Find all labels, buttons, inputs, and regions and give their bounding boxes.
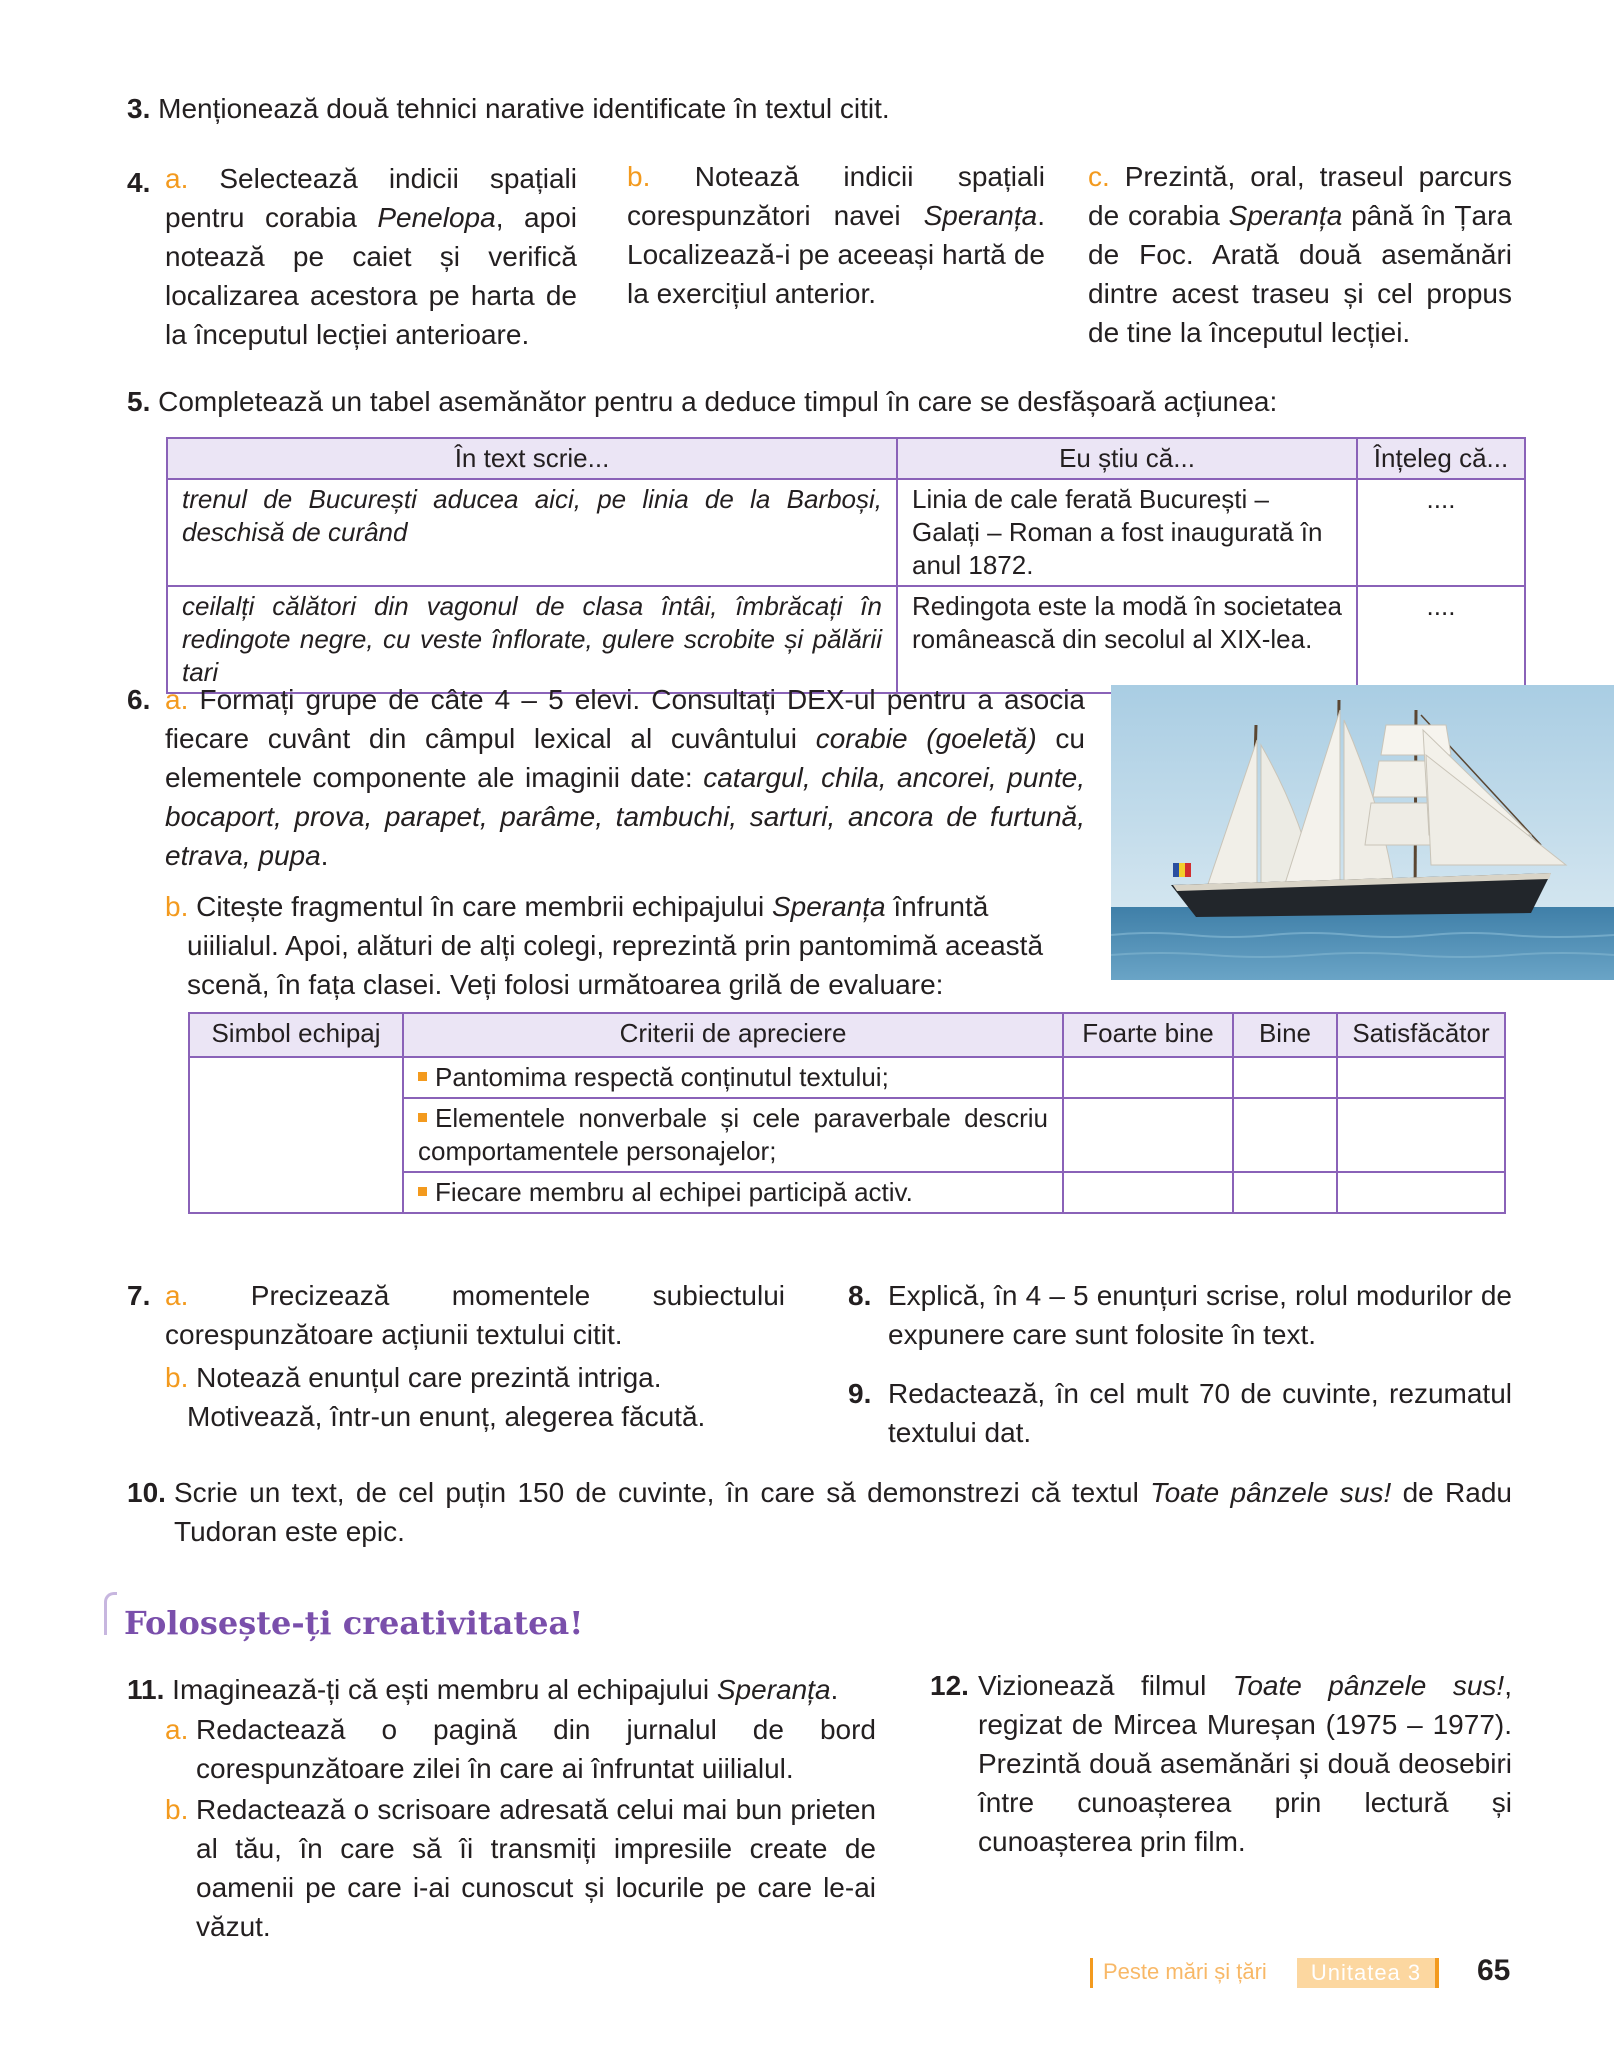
column-header: Bine bbox=[1233, 1013, 1337, 1057]
exercise-11a: Redactează o pagină din jurnalul de bord corespunzătoare zilei în care ai înfruntat uiilialul. bbox=[196, 1714, 876, 1784]
exercise-11: 11. Imaginează-ți că ești membru al echipajului Speranța. bbox=[127, 1674, 839, 1705]
item-letter: b. bbox=[165, 1362, 189, 1393]
item-letter: a. bbox=[165, 1280, 189, 1311]
criteria-item: Fiecare membru al echipei participă activ. bbox=[403, 1172, 1063, 1213]
table-cell bbox=[1063, 1098, 1233, 1172]
table-cell: Linia de cale ferată București – Galați – Roman a fost inaugurată în anul 1872. bbox=[897, 479, 1357, 586]
exercise-5 bbox=[127, 382, 1527, 421]
column-header: În text scrie... bbox=[167, 438, 897, 479]
exercise-4b: b. Notează indicii spațiali corespunzători navei Speranța. Localizează-i pe aceeași hartă de la exercițiul anterior. bbox=[627, 161, 1045, 309]
criteria-item: Elementele nonverbale și cele paraverbale descriu comportamentele personajelor; bbox=[403, 1098, 1063, 1172]
exercise-6a: a. Formați grupe de câte 4 – 5 elevi. Consultați DEX-ul pentru a asocia fiecare cuvânt din câmpul lexical al cuvântului corabie (goeletă) cu elementele componente ale imaginii date: catargul, chila, ancorei, punte, bocaport, prova, parapet, parâme, tambuchi, sarturi, ancora de furtună, etrava, pupa. bbox=[165, 684, 1085, 871]
exercise-text: Completează un tabel asemănător pentru a deduce timpul în care se desfășoară acțiunea: bbox=[158, 386, 1278, 417]
sailing-ship-image bbox=[1111, 685, 1614, 980]
column-header: Satisfăcător bbox=[1337, 1013, 1505, 1057]
table-cell bbox=[1233, 1172, 1337, 1213]
item-letter: a. bbox=[165, 163, 189, 194]
exercise-8: Explică, în 4 – 5 enunțuri scrise, rolul modurilor de expunere care sunt folosite în text. bbox=[888, 1280, 1512, 1350]
exercise-number: 11. bbox=[127, 1674, 165, 1705]
exercise-7a: a. Precizează momentele subiectului corespunzătoare acțiunii textului citit. bbox=[165, 1280, 785, 1350]
table-cell: .... bbox=[1357, 586, 1525, 693]
exercise-7b: b. Notează enunțul care prezintă intriga. Motivează, într-un enunț, alegerea făcută. bbox=[165, 1362, 706, 1432]
exercise-number: 5. bbox=[127, 386, 151, 417]
table-cell bbox=[1233, 1057, 1337, 1098]
table-cell: .... bbox=[1357, 479, 1525, 586]
footer-title: Peste mări și țări bbox=[1103, 1959, 1267, 1984]
unit-badge: Unitatea 3 bbox=[1297, 1958, 1435, 1988]
exercise-6b: b. Citește fragmentul în care membrii echipajului Speranța înfruntă uiilialul. Apoi, alături de alți colegi, reprezintă prin pantomimă această scenă, în fața clasei. Veți folosi următoarea grilă de evaluare: bbox=[165, 891, 1044, 1000]
exercise-3 bbox=[127, 89, 1527, 128]
column-header: Foarte bine bbox=[1063, 1013, 1233, 1057]
exercise-number: 10. bbox=[127, 1477, 166, 1508]
exercise-number: 12. bbox=[930, 1670, 969, 1701]
item-letter: b. bbox=[165, 891, 189, 922]
exercise-number: 7. bbox=[127, 1280, 151, 1311]
table-row bbox=[167, 479, 1525, 586]
item-letter: b. bbox=[627, 161, 651, 192]
table-cell: trenul de București aducea aici, pe linia de la Barboși, deschisă de curând bbox=[167, 479, 897, 586]
exercise-number: 6. bbox=[127, 684, 151, 715]
exercise-4a: a. Selectează indicii spațiali pentru corabia Penelopa, apoi notează pe caiet și verifică localizarea acestora pe harta de la începutul lecției anterioare. bbox=[165, 163, 577, 350]
exercise-number: 8. bbox=[848, 1280, 872, 1311]
table-row bbox=[167, 586, 1525, 693]
exercise-number: 4. bbox=[127, 167, 151, 198]
table-cell: ceilalți călători din vagonul de clasa întâi, îmbrăcați în redingote negre, cu veste înflorate, gulere scrobite și pălării tari bbox=[167, 586, 897, 693]
page-number: 65 bbox=[1477, 1954, 1511, 1987]
column-header: Eu știu că... bbox=[897, 438, 1357, 479]
column-header: Simbol echipaj bbox=[189, 1013, 403, 1057]
table-row bbox=[189, 1057, 1505, 1098]
table-cell bbox=[1337, 1057, 1505, 1098]
item-letter: c. bbox=[1088, 161, 1110, 192]
evaluation-grid bbox=[188, 1012, 1506, 1214]
table-cell bbox=[1233, 1098, 1337, 1172]
section-heading: Folosește-ți creativitatea! bbox=[124, 1604, 584, 1642]
table-cell bbox=[1063, 1057, 1233, 1098]
table-cell bbox=[189, 1057, 403, 1213]
bullet-icon bbox=[418, 1113, 427, 1122]
exercise-4c: c. Prezintă, oral, traseul parcurs de corabia Speranța până în Țara de Foc. Arată două asemănări dintre acest traseu și cel propus de tine la începutul lecției. bbox=[1088, 161, 1512, 348]
exercise-text: Menționează două tehnici narative identificate în textul citit. bbox=[158, 93, 890, 124]
bullet-icon bbox=[418, 1187, 427, 1196]
table-cell bbox=[1337, 1098, 1505, 1172]
criteria-item: Pantomima respectă conținutul textului; bbox=[403, 1057, 1063, 1098]
table-cell: Redingota este la modă în societatea românească din secolul al XIX-lea. bbox=[897, 586, 1357, 693]
footer-divider bbox=[1090, 1958, 1093, 1988]
table-header-row bbox=[167, 438, 1525, 479]
exercise-9: Redactează, în cel mult 70 de cuvinte, rezumatul textului dat. bbox=[888, 1378, 1512, 1448]
exercise-11b: Redactează o scrisoare adresată celui mai bun prieten al tău, în care să îi transmiți impresiile create de oamenii pe care i-ai cunoscut și locurile pe care le-ai văzut. bbox=[196, 1794, 876, 1942]
footer-accent bbox=[1435, 1958, 1439, 1988]
item-letter: b. bbox=[165, 1794, 189, 1825]
item-letter: a. bbox=[165, 1714, 189, 1745]
column-header: Înțeleg că... bbox=[1357, 438, 1525, 479]
column-header: Criterii de apreciere bbox=[403, 1013, 1063, 1057]
table-header-row bbox=[189, 1013, 1505, 1057]
item-letter: a. bbox=[165, 684, 189, 715]
heading-bracket bbox=[104, 1592, 117, 1635]
exercise-12: Vizionează filmul Toate pânzele sus!, regizat de Mircea Mureșan (1975 – 1977). Prezintă două asemănări și două deosebiri între cunoașterea prin lectură și cunoașterea prin film. bbox=[978, 1670, 1512, 1857]
table-cell bbox=[1337, 1172, 1505, 1213]
bullet-icon bbox=[418, 1072, 427, 1081]
exercise-number: 9. bbox=[848, 1378, 872, 1409]
exercise-number: 3. bbox=[127, 93, 151, 124]
exercise-10: Scrie un text, de cel puțin 150 de cuvinte, în care să demonstrezi că textul Toate pânzele sus! de Radu Tudoran este epic. bbox=[174, 1477, 1512, 1547]
table-cell bbox=[1063, 1172, 1233, 1213]
deduction-table bbox=[166, 437, 1526, 694]
